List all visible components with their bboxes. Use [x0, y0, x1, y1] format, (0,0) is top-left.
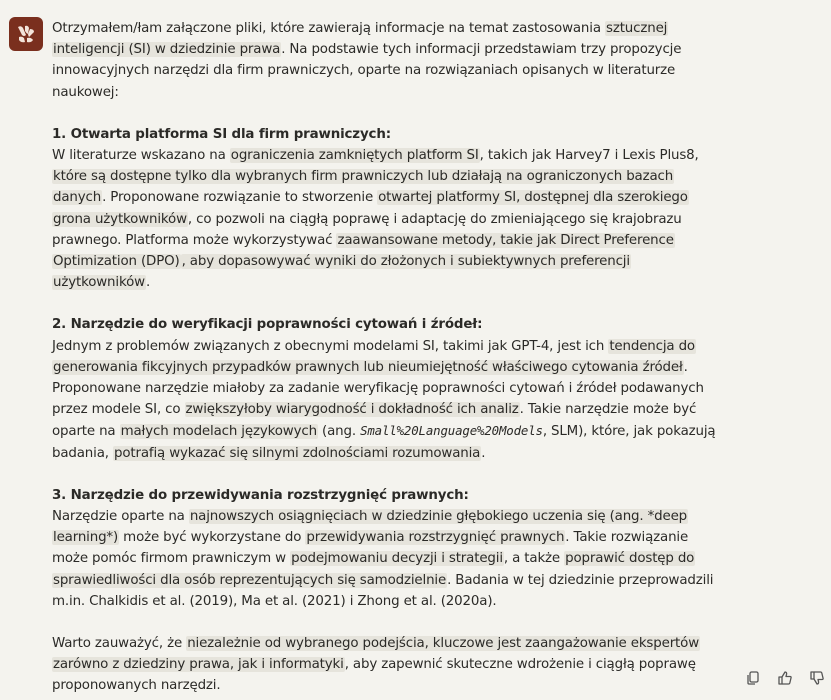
highlight-span: ograniczenia zamkniętych platform SI: [230, 148, 479, 164]
section-title: 3. Narzędzie do przewidywania rozstrzygnięć prawnych:: [52, 487, 469, 503]
highlight-span: potrafią wykazać się silnymi zdolnościami rozumowania: [114, 445, 481, 461]
section-title: 2. Narzędzie do weryfikacji poprawności cytowań i źródeł:: [52, 317, 483, 333]
copy-button[interactable]: [744, 669, 762, 687]
text-span: , co pozwoli na ciągłą poprawę i adaptację do zmieniającego się krajobrazu prawnego: [52, 211, 682, 248]
highlight-span: zaawansowane metody, takie jak Direct Preference Optimization (DPO): [53, 232, 674, 270]
highlight-span: sztucznej inteligencji (SI) w dziedzinie prawa: [53, 21, 668, 58]
text-span: może być wykorzystane do: [119, 530, 306, 546]
section-3: [52, 485, 727, 612]
text-span: .: [481, 445, 486, 461]
text-span: Jednym z problemów związanych z obecnymi modelami SI, takimi jak GPT-4, jest ich: [52, 338, 609, 354]
avatar: [9, 17, 43, 51]
section-title: 1. Otwarta platforma SI dla firm prawniczych:: [52, 126, 391, 142]
highlight-span: podejmowaniu decyzji i strategii: [291, 551, 503, 567]
inline-code: Small%20Language%20Models: [360, 423, 543, 439]
highlight-span: małych modelach językowych: [120, 424, 317, 440]
highlight-span: które są dostępne tylko dla wybranych firm prawniczych lub działają na ograniczonych bazach danych: [53, 169, 674, 206]
assistant-message: [52, 18, 727, 697]
copy-icon: [745, 670, 761, 686]
highlight-span: niezależnie od wybranego podejścia, kluczowe jest zaangażowanie ekspertów zarówno z dziedziny prawa, jak i informatyki: [53, 636, 700, 673]
text-span: , SLM), które, jak pokazują badania,: [52, 424, 716, 461]
section-1: [52, 124, 727, 294]
highlight-span: tendencja do generowania fikcyjnych przypadków prawnych lub nieumiejętność właściwego cytowania źródeł: [53, 338, 695, 375]
message-actions: [744, 669, 826, 687]
text-span: , takich jak Harvey7 i Lexis Plus8,: [479, 148, 699, 164]
highlight-span: poprawić dostęp do sprawiedliwości dla osób reprezentujących się samodzielnie: [53, 551, 695, 588]
text-span: . Na podstawie tych informacji przedstawiam trzy propozycje innowacyjnych narzędzi dla firm prawniczych, oparte na rozwiązaniach opisanych w literaturze naukowej:: [52, 42, 682, 100]
text-span: Otrzymałem/łam załączone pliki, które zawierają informacje na temat zastosowania: [52, 21, 605, 36]
text-span: . Proponowane narzędzie miałoby za zadanie weryfikację poprawności cytowań i źródeł podawanych przez modele SI, co: [52, 359, 704, 418]
highlight-span: przewidywania rozstrzygnięć prawnych: [306, 530, 565, 546]
text-span: , a także: [503, 551, 565, 567]
claude-logo-icon: [15, 23, 37, 45]
thumbs-up-icon: [777, 670, 793, 686]
highlight-span: zwiększyłoby wiarygodność i dokładność ich analiz: [185, 402, 519, 418]
text-span: . Proponowane rozwiązanie to stworzenie: [102, 190, 378, 206]
section-2: [52, 314, 727, 463]
text-span: . Platforma może wykorzystywać: [117, 232, 337, 248]
text-span: Narzędzie oparte na: [52, 509, 189, 525]
closing-paragraph: [52, 633, 727, 697]
thumbs-down-icon: [809, 670, 825, 686]
highlight-span: otwartej platformy SI, dostępnej dla szerokiego grona użytkowników: [53, 190, 688, 227]
highlight-span: najnowszych osiągnięciach w dziedzinie głębokiego uczenia się (ang. *deep learning*): [53, 509, 688, 546]
text-span: Warto zauważyć, że: [52, 636, 187, 652]
text-span: .: [145, 275, 151, 291]
text-span: . Takie narzędzie może być oparte na: [52, 402, 697, 440]
text-span: . Badania w tej dziedzinie przeprowadzili m.in. Chalkidis et al. (2019), Ma et al. (2021) i Zhong et al. (2020a).: [52, 572, 714, 609]
thumbs-down-button[interactable]: [808, 669, 826, 687]
thumbs-up-button[interactable]: [776, 669, 794, 687]
text-span: , aby zapewnić skuteczne wdrożenie i ciągłą poprawę proponowanych narzędzi.: [52, 657, 696, 694]
text-span: W literaturze wskazano na: [52, 148, 230, 164]
highlight-span: , aby dopasowywać wyniki do złożonych i subiektywnych preferencji użytkowników: [53, 254, 630, 291]
text-span: . Takie rozwiązanie może pomóc firmom prawniczym w: [52, 530, 689, 567]
text-span: (ang.: [317, 424, 361, 440]
intro-paragraph: [52, 18, 727, 103]
